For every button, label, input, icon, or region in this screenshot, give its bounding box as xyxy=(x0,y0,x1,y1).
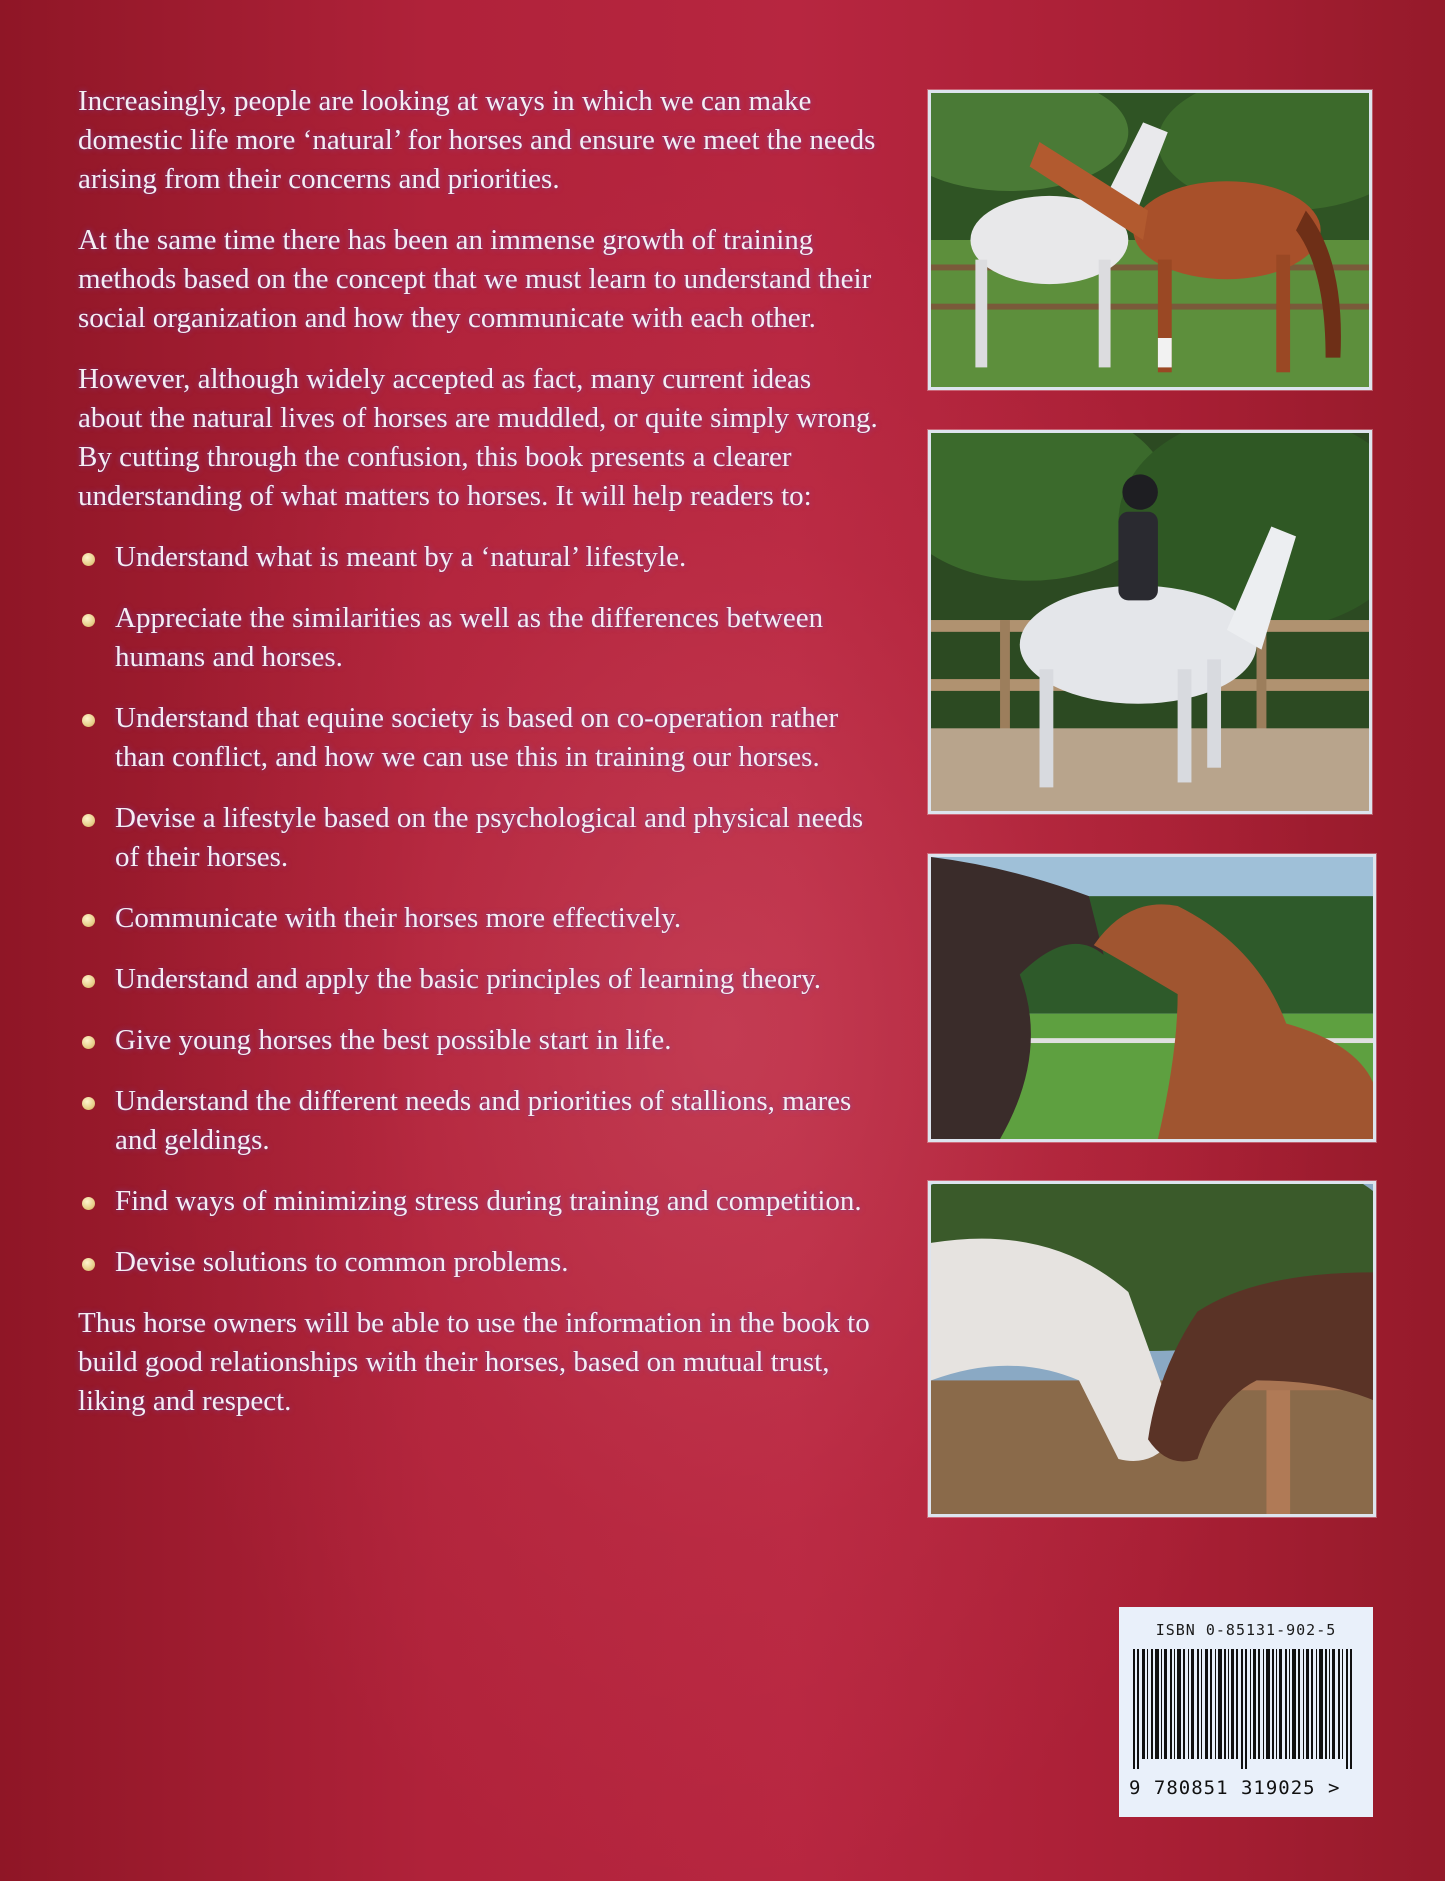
list-item xyxy=(78,799,878,877)
list-item-text: Find ways of minimizing stress during training and competition. xyxy=(115,1185,862,1217)
intro-paragraph-3: However, although widely accepted as fact, many current ideas about the natural lives of horses are muddled, or quite simply wrong. By cutting through the confusion, this book presents a clearer understanding of what matters to horses. It will help readers to: xyxy=(78,363,878,512)
list-item xyxy=(78,1082,878,1160)
list-item-text: Understand that equine society is based on co-operation rather than conflict, and how we can use this in training our horses. xyxy=(115,702,839,773)
list-item-text: Appreciate the similarities as well as the differences between humans and horses. xyxy=(115,602,824,673)
isbn-label: ISBN 0-85131-902-5 xyxy=(1155,1621,1337,1639)
bullet-icon xyxy=(82,975,95,988)
photo-grey-and-bay-horses xyxy=(928,1181,1376,1517)
photo-two-horses-grooming xyxy=(928,90,1372,390)
list-item-text: Give young horses the best possible start in life. xyxy=(115,1024,672,1056)
list-item-text: Devise solutions to common problems. xyxy=(115,1246,569,1278)
list-item-text: Understand what is meant by a ‘natural’ lifestyle. xyxy=(115,541,687,573)
photo-rider-grey-horse xyxy=(928,430,1372,814)
list-item xyxy=(78,1182,878,1221)
list-item-text: Devise a lifestyle based on the psychological and physical needs of their horses. xyxy=(115,802,864,873)
intro-paragraph-2: At the same time there has been an immense growth of training methods based on the concept that we must learn to understand their social organization and how they communicate with each other. xyxy=(78,224,872,334)
bullet-icon xyxy=(82,1197,95,1210)
isbn-barcode xyxy=(1119,1607,1373,1817)
list-item xyxy=(78,599,878,677)
barcode-bars-icon xyxy=(1133,1649,1359,1769)
closing-paragraph: Thus horse owners will be able to use the information in the book to build good relationships with their horses, based on mutual trust, liking and respect. xyxy=(78,1307,870,1417)
list-item xyxy=(78,899,878,938)
bullet-icon xyxy=(82,814,95,827)
photo-horses-nuzzling xyxy=(928,854,1376,1142)
list-item xyxy=(78,1021,878,1060)
bullet-icon xyxy=(82,553,95,566)
list-item xyxy=(78,538,878,577)
list-item-text: Communicate with their horses more effectively. xyxy=(115,902,682,934)
list-item-text: Understand and apply the basic principles of learning theory. xyxy=(115,963,821,995)
blurb-column xyxy=(78,82,878,1443)
benefit-list xyxy=(78,538,878,1282)
bullet-icon xyxy=(82,914,95,927)
barcode-digits: 9 780851 319025 > xyxy=(1129,1777,1341,1799)
bullet-icon xyxy=(82,1097,95,1110)
bullet-icon xyxy=(82,614,95,627)
list-item xyxy=(78,960,878,999)
list-item-text: Understand the different needs and priorities of stallions, mares and geldings. xyxy=(115,1085,852,1156)
intro-paragraph-1: Increasingly, people are looking at ways in which we can make domestic life more ‘natural’ for horses and ensure we meet the needs arising from their concerns and priorities. xyxy=(78,85,876,195)
list-item xyxy=(78,1243,878,1282)
list-item xyxy=(78,699,878,777)
bullet-icon xyxy=(82,714,95,727)
bullet-icon xyxy=(82,1036,95,1049)
bullet-icon xyxy=(82,1258,95,1271)
